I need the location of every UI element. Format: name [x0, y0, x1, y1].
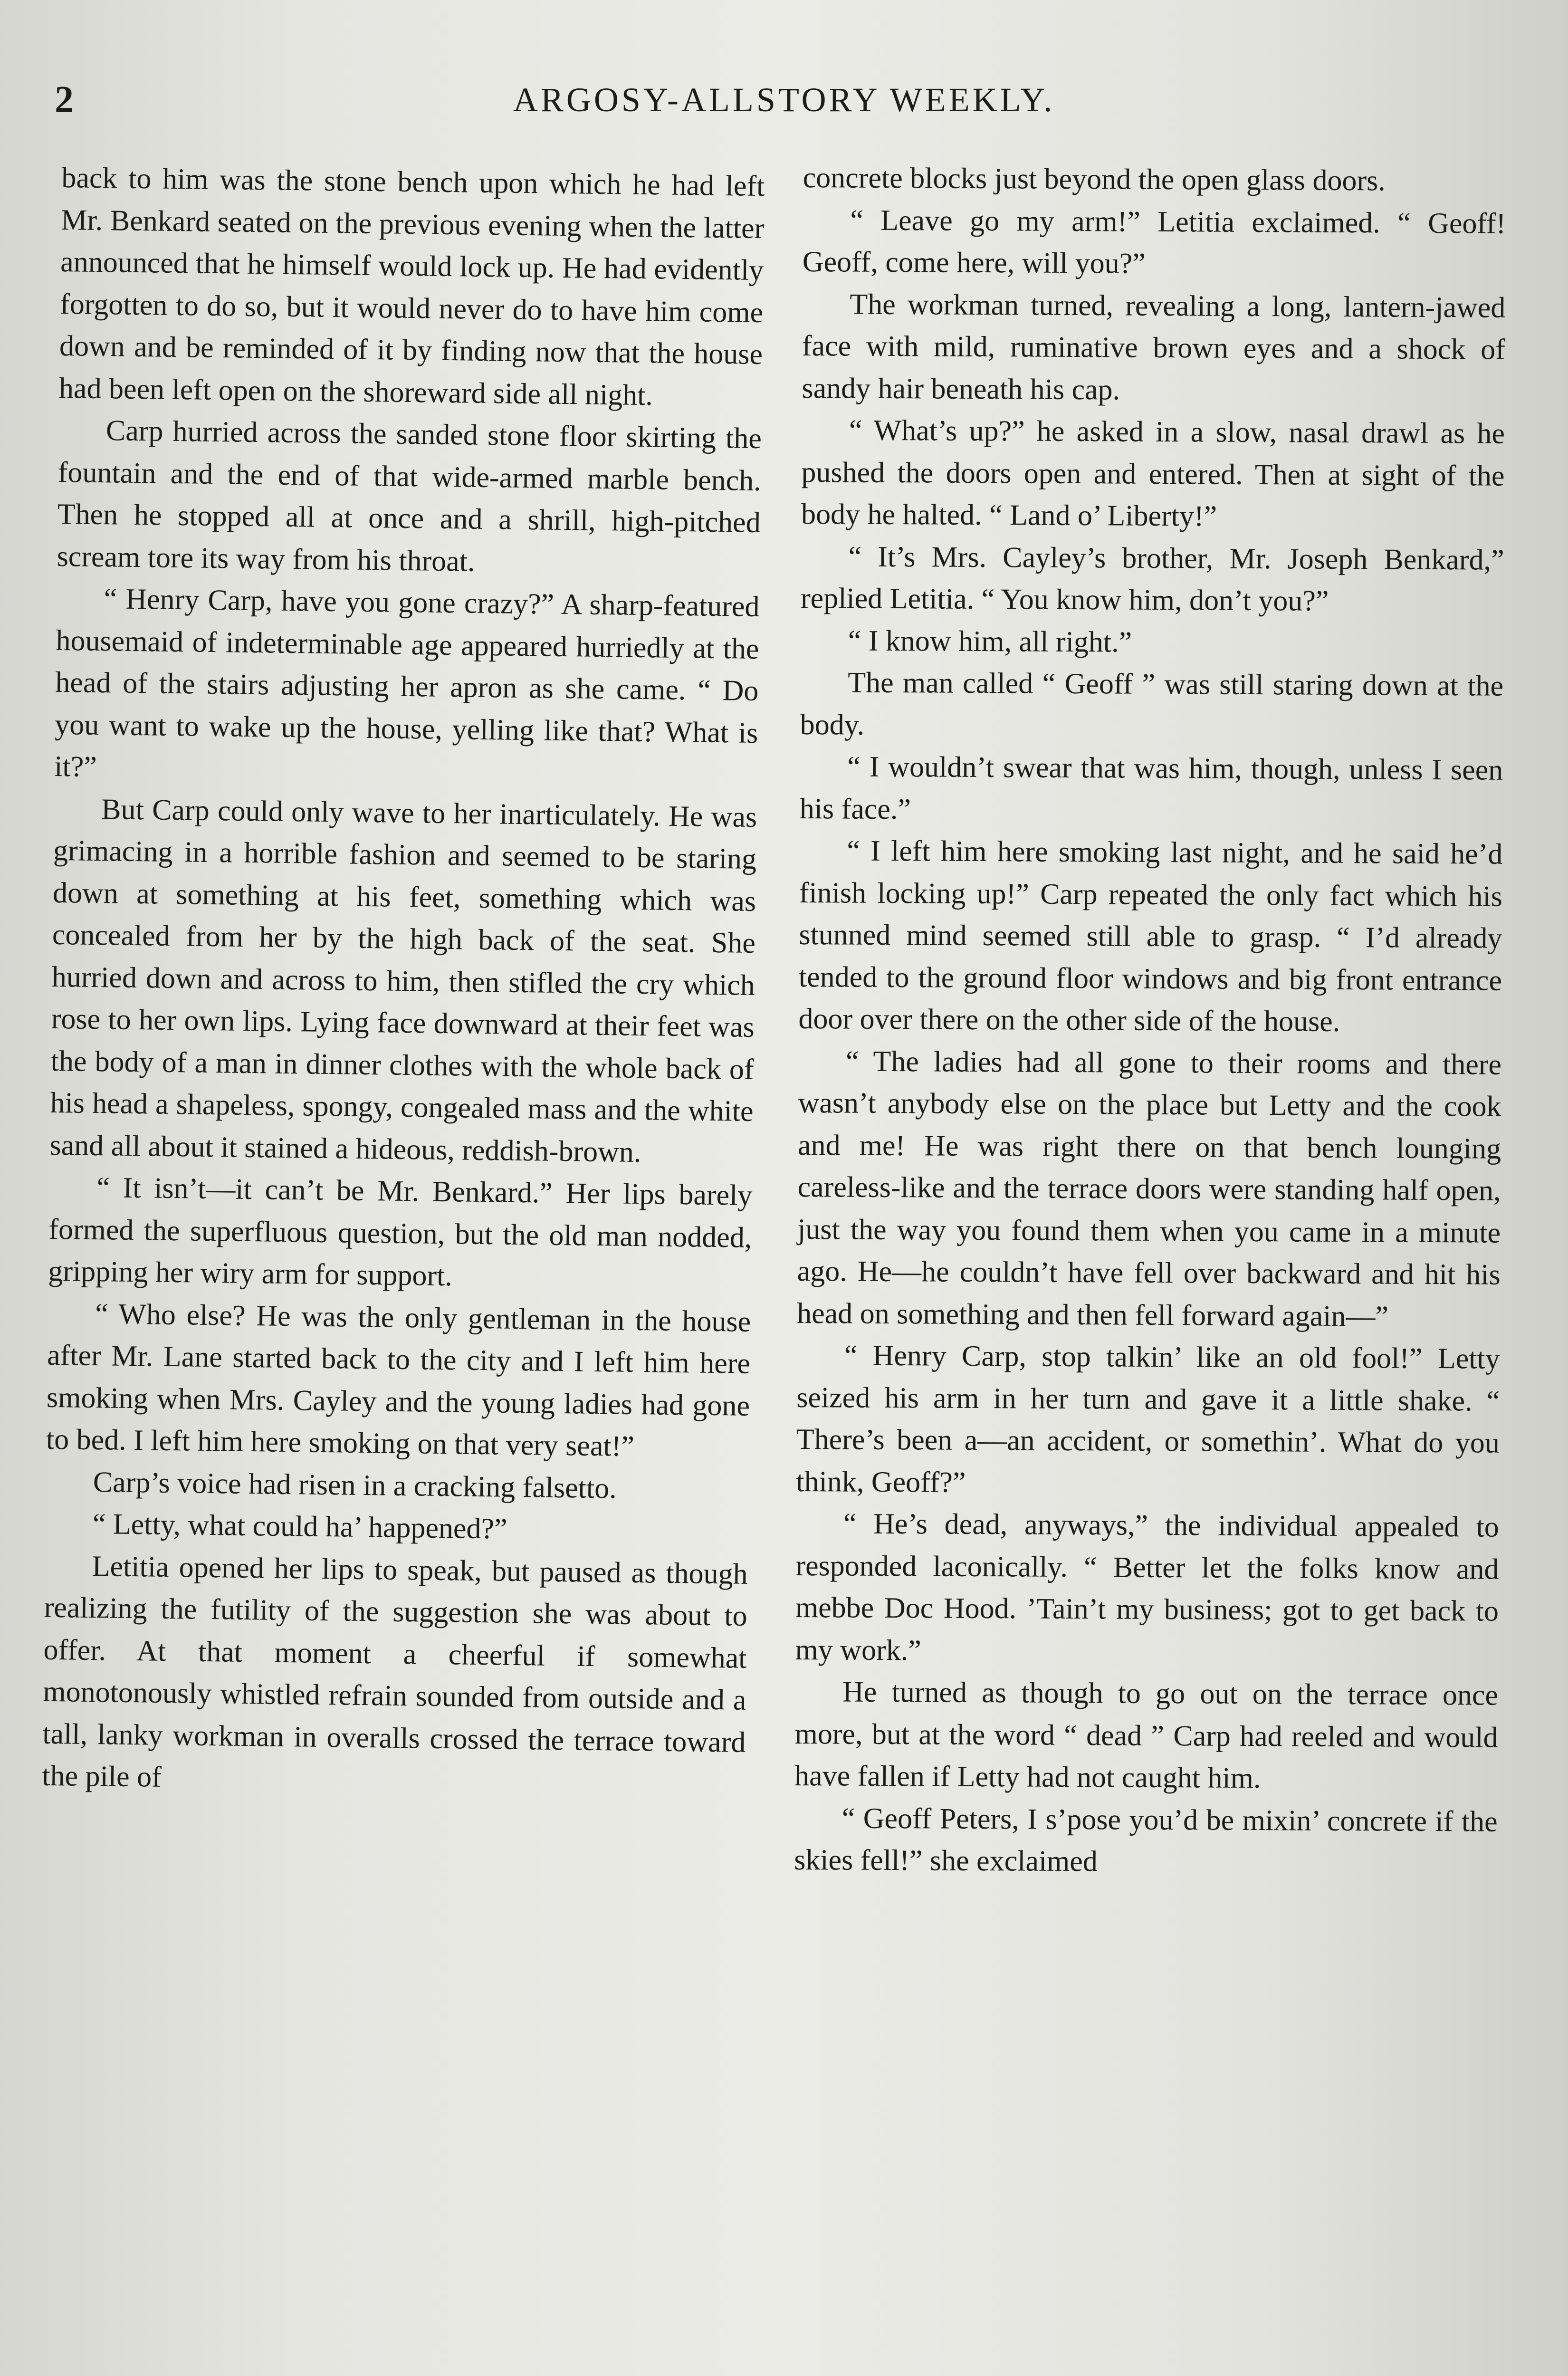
paragraph: “ Henry Carp, stop talkin’ like an old fool!” Letty seized his arm in her turn and gave it a little shake. “ There’s been a—an accident, or somethin’. What do you think, Geoff?”: [796, 1339, 1500, 1499]
right-column: [794, 157, 1506, 1885]
publication-title: ARGOSY-ALLSTORY WEEKLY.: [513, 81, 1055, 119]
paragraph: “ I wouldn’t swear that was him, though, unless I seen his face.”: [799, 750, 1503, 825]
paragraph: “ Henry Carp, have you gone crazy?” A sharp-featured housemaid of indeterminable age appeared hurriedly at the head of the stairs adjusting her apron as she came. “ Do you want to wake up the house, yelling like that? What is it?”: [54, 583, 760, 783]
paragraph: Carp hurried across the sanded stone floor skirting the fountain and the end of that wide-armed marble bench. Then he stopped all at once and a shrill, high-pitched scream tore its way from his throat.: [57, 414, 762, 578]
page-number: 2: [55, 79, 74, 121]
paragraph: back to him was the stone bench upon which he had left Mr. Benkard seated on the previous evening when the latter announced that he himself would lock up. He had evidently forgotten to do so, but it would never do to have him come down and be reminded of it by finding now that the house had been left open on the shoreward side all night.: [58, 161, 765, 412]
paragraph: “ It’s Mrs. Cayley’s brother, Mr. Joseph Benkard,” replied Letitia. “ You know him, don’t you?”: [800, 540, 1504, 617]
paragraph: Letitia opened her lips to speak, but paused as though realizing the futility of the suggestion she was about to offer. At that moment a cheerful if somewhat monotonously whistled refrain sounded from outside and a tall, lanky workman in overalls crossed the terrace toward the pile of: [41, 1550, 748, 1793]
paragraph: “ I left him here smoking last night, and he said he’d finish locking up!” Carp repeated the only fact which his stunned mind seemed still able to grasp. “ I’d already tended to the ground floor windows and big front entrance door over there on the other side of the house.: [798, 834, 1503, 1038]
text-columns: [0, 157, 1568, 2376]
paragraph: “ Letty, what could ha’ happened?”: [92, 1508, 507, 1545]
paragraph: Carp’s voice had risen in a cracking falsetto.: [93, 1466, 617, 1504]
paragraph: But Carp could only wave to her inarticulately. He was grimacing in a horrible fashion and seemed to be staring down at something at his feet, something which was concealed from her by the high back of the seat. She hurried down and across to him, then stifled the cry which rose to her own lips. Lying face downward at their feet was the body of a man in dinner clothes with the whole back of his head a shapeless, spongy, congealed mass and the white sand all about it stained a hideous, reddish-brown.: [49, 793, 757, 1169]
paragraph: He turned as though to go out on the terrace once more, but at the word “ dead ” Carp had reeled and would have fallen if Letty had not caught him.: [794, 1676, 1499, 1795]
paragraph: The workman turned, revealing a long, lantern-jawed face with mild, ruminative brown eyes and a shock of sandy hair beneath his cap.: [802, 288, 1506, 406]
paragraph: “ It isn’t—it can’t be Mr. Benkard.” Her lips barely formed the superfluous question, but the old man nodded, gripping her wiry arm for support.: [48, 1171, 753, 1293]
paragraph: concrete blocks just beyond the open glass doors.: [803, 161, 1386, 197]
left-column: [42, 157, 765, 1805]
running-head: [48, 71, 1520, 128]
paragraph: “ Leave go my arm!” Letitia exclaimed. “ Geoff! Geoff, come here, will you?”: [802, 204, 1506, 280]
paragraph: “ Who else? He was the only gentleman in the house after Mr. Lane started back to the city and I left him here smoking when Mrs. Cayley and the young ladies had gone to bed. I left him here smoking on that very seat!”: [46, 1297, 751, 1463]
paragraph: “ I know him, all right.”: [848, 624, 1132, 659]
paragraph: The man called “ Geoff ” was still staring down at the body.: [800, 666, 1504, 741]
paragraph: “ The ladies had all gone to their rooms and there wasn’t anybody else on the place but Letty and the cook and me! He was right there on that bench lounging careless-like and the terrace doors were standing half open, just the way you found them when you came in a minute ago. He—he couldn’t have fell over backward and hit his head on something and then fell forward again—”: [797, 1044, 1502, 1332]
paragraph: “ Geoff Peters, I s’pose you’d be mixin’ concrete if the skies fell!” she exclaimed: [794, 1801, 1498, 1878]
paragraph: “ He’s dead, anyways,” the individual appealed to responded laconically. “ Better let the folks know and mebbe Doc Hood. ’Tain’t my business; got to get back to my work.”: [795, 1507, 1500, 1667]
paragraph: “ What’s up?” he asked in a slow, nasal drawl as he pushed the doors open and entered. Then at sight of the body he halted. “ Land o’ Liberty!”: [801, 414, 1505, 533]
